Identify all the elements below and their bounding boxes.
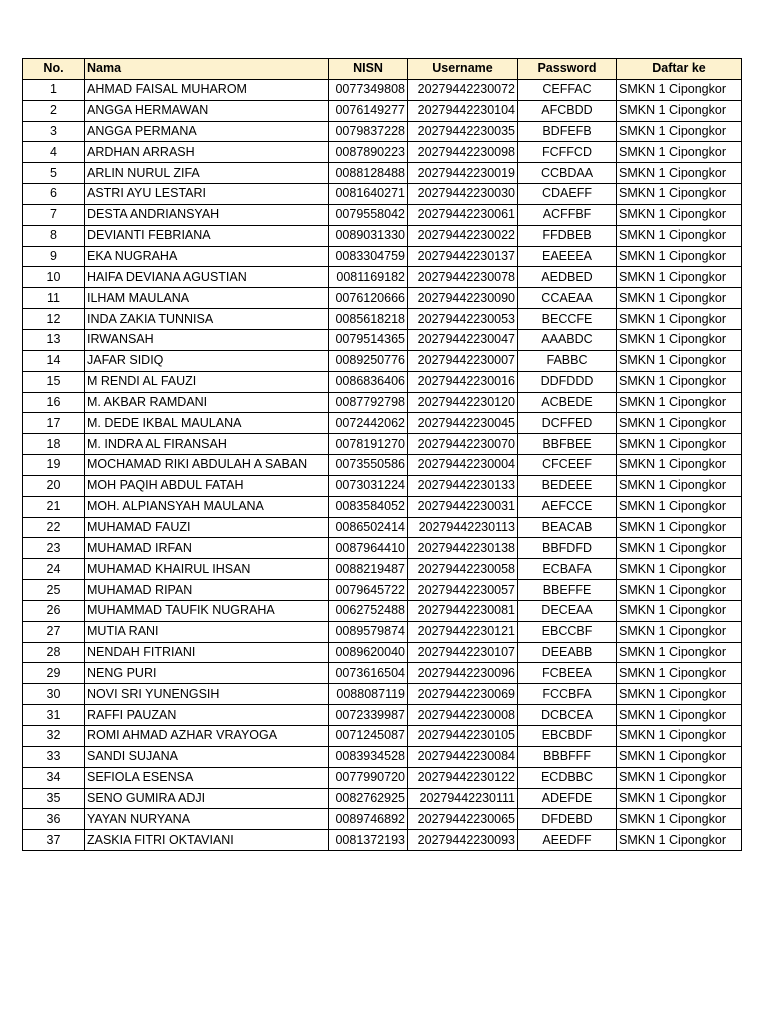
- cell-no: 15: [23, 371, 85, 392]
- cell-daftar-ke: SMKN 1 Cipongkor: [617, 621, 742, 642]
- cell-nama: JAFAR SIDIQ: [85, 350, 329, 371]
- cell-password: AEDBED: [518, 267, 617, 288]
- table-body: [23, 79, 742, 850]
- cell-no: 6: [23, 184, 85, 205]
- cell-daftar-ke: SMKN 1 Cipongkor: [617, 434, 742, 455]
- cell-nama: ARDHAN ARRASH: [85, 142, 329, 163]
- cell-daftar-ke: SMKN 1 Cipongkor: [617, 184, 742, 205]
- cell-username: 20279442230137: [408, 246, 518, 267]
- cell-username: 20279442230090: [408, 288, 518, 309]
- cell-daftar-ke: SMKN 1 Cipongkor: [617, 809, 742, 830]
- cell-nisn: 0076149277: [329, 100, 408, 121]
- column-header-password: Password: [518, 59, 617, 80]
- cell-username: 20279442230078: [408, 267, 518, 288]
- cell-nama: ILHAM MAULANA: [85, 288, 329, 309]
- cell-nisn: 0071245087: [329, 726, 408, 747]
- cell-nisn: 0088219487: [329, 559, 408, 580]
- cell-no: 32: [23, 726, 85, 747]
- cell-no: 31: [23, 705, 85, 726]
- cell-daftar-ke: SMKN 1 Cipongkor: [617, 726, 742, 747]
- cell-password: FABBC: [518, 350, 617, 371]
- cell-nisn: 0086502414: [329, 517, 408, 538]
- cell-no: 13: [23, 329, 85, 350]
- cell-username: 20279442230098: [408, 142, 518, 163]
- cell-username: 20279442230045: [408, 413, 518, 434]
- cell-nisn: 0089746892: [329, 809, 408, 830]
- cell-username: 20279442230133: [408, 475, 518, 496]
- cell-daftar-ke: SMKN 1 Cipongkor: [617, 642, 742, 663]
- cell-daftar-ke: SMKN 1 Cipongkor: [617, 788, 742, 809]
- cell-password: DCFFED: [518, 413, 617, 434]
- cell-username: 20279442230057: [408, 580, 518, 601]
- cell-daftar-ke: SMKN 1 Cipongkor: [617, 413, 742, 434]
- table-row: [23, 809, 742, 830]
- cell-nisn: 0079837228: [329, 121, 408, 142]
- cell-nisn: 0087890223: [329, 142, 408, 163]
- cell-username: 20279442230058: [408, 559, 518, 580]
- cell-username: 20279442230047: [408, 329, 518, 350]
- table-row: [23, 559, 742, 580]
- column-header-nisn: NISN: [329, 59, 408, 80]
- table-row: [23, 434, 742, 455]
- cell-username: 20279442230113: [408, 517, 518, 538]
- cell-password: DEEABB: [518, 642, 617, 663]
- cell-username: 20279442230016: [408, 371, 518, 392]
- cell-nisn: 0079645722: [329, 580, 408, 601]
- student-account-table: [22, 58, 742, 851]
- table-row: [23, 600, 742, 621]
- cell-nama: IRWANSAH: [85, 329, 329, 350]
- cell-nama: M RENDI AL FAUZI: [85, 371, 329, 392]
- cell-daftar-ke: SMKN 1 Cipongkor: [617, 329, 742, 350]
- cell-no: 4: [23, 142, 85, 163]
- table-row: [23, 517, 742, 538]
- cell-nama: ARLIN NURUL ZIFA: [85, 163, 329, 184]
- cell-nama: MUHAMMAD TAUFIK NUGRAHA: [85, 600, 329, 621]
- cell-username: 20279442230022: [408, 225, 518, 246]
- cell-password: ACFFBF: [518, 204, 617, 225]
- cell-daftar-ke: SMKN 1 Cipongkor: [617, 684, 742, 705]
- cell-username: 20279442230105: [408, 726, 518, 747]
- cell-daftar-ke: SMKN 1 Cipongkor: [617, 288, 742, 309]
- cell-nisn: 0083304759: [329, 246, 408, 267]
- cell-password: BEACAB: [518, 517, 617, 538]
- table-row: [23, 392, 742, 413]
- cell-no: 20: [23, 475, 85, 496]
- cell-username: 20279442230138: [408, 538, 518, 559]
- cell-daftar-ke: SMKN 1 Cipongkor: [617, 705, 742, 726]
- cell-daftar-ke: SMKN 1 Cipongkor: [617, 767, 742, 788]
- cell-no: 37: [23, 830, 85, 851]
- cell-username: 20279442230120: [408, 392, 518, 413]
- cell-nisn: 0062752488: [329, 600, 408, 621]
- cell-username: 20279442230072: [408, 79, 518, 100]
- cell-nama: NENDAH FITRIANI: [85, 642, 329, 663]
- table-row: [23, 142, 742, 163]
- cell-password: AAABDC: [518, 329, 617, 350]
- table-row: [23, 204, 742, 225]
- cell-nisn: 0072339987: [329, 705, 408, 726]
- cell-username: 20279442230061: [408, 204, 518, 225]
- cell-no: 18: [23, 434, 85, 455]
- cell-no: 34: [23, 767, 85, 788]
- cell-password: ACBEDE: [518, 392, 617, 413]
- cell-username: 20279442230121: [408, 621, 518, 642]
- cell-nama: HAIFA DEVIANA AGUSTIAN: [85, 267, 329, 288]
- cell-nama: DESTA ANDRIANSYAH: [85, 204, 329, 225]
- cell-no: 27: [23, 621, 85, 642]
- cell-password: ADEFDE: [518, 788, 617, 809]
- cell-no: 3: [23, 121, 85, 142]
- cell-password: AEFCCE: [518, 496, 617, 517]
- cell-username: 20279442230107: [408, 642, 518, 663]
- cell-no: 24: [23, 559, 85, 580]
- cell-no: 33: [23, 746, 85, 767]
- table-row: [23, 684, 742, 705]
- table-row: [23, 267, 742, 288]
- cell-password: CCBDAA: [518, 163, 617, 184]
- cell-nisn: 0073031224: [329, 475, 408, 496]
- cell-nama: MUHAMAD FAUZI: [85, 517, 329, 538]
- table-row: [23, 767, 742, 788]
- cell-username: 20279442230096: [408, 663, 518, 684]
- cell-username: 20279442230070: [408, 434, 518, 455]
- cell-nisn: 0089250776: [329, 350, 408, 371]
- cell-username: 20279442230019: [408, 163, 518, 184]
- cell-daftar-ke: SMKN 1 Cipongkor: [617, 309, 742, 330]
- cell-no: 25: [23, 580, 85, 601]
- cell-username: 20279442230111: [408, 788, 518, 809]
- table-row: [23, 538, 742, 559]
- cell-nisn: 0072442062: [329, 413, 408, 434]
- cell-nisn: 0078191270: [329, 434, 408, 455]
- cell-nisn: 0087792798: [329, 392, 408, 413]
- cell-nama: SEFIOLA ESENSA: [85, 767, 329, 788]
- table-row: [23, 621, 742, 642]
- cell-password: EBCCBF: [518, 621, 617, 642]
- cell-password: FFDBEB: [518, 225, 617, 246]
- cell-daftar-ke: SMKN 1 Cipongkor: [617, 455, 742, 476]
- cell-nisn: 0079514365: [329, 329, 408, 350]
- cell-password: CEFFAC: [518, 79, 617, 100]
- table-row: [23, 184, 742, 205]
- cell-username: 20279442230004: [408, 455, 518, 476]
- cell-nisn: 0076120666: [329, 288, 408, 309]
- cell-nama: MOH PAQIH ABDUL FATAH: [85, 475, 329, 496]
- cell-username: 20279442230031: [408, 496, 518, 517]
- cell-no: 9: [23, 246, 85, 267]
- table-row: [23, 475, 742, 496]
- cell-username: 20279442230030: [408, 184, 518, 205]
- cell-password: ECBAFA: [518, 559, 617, 580]
- cell-no: 7: [23, 204, 85, 225]
- cell-nisn: 0081372193: [329, 830, 408, 851]
- table-row: [23, 163, 742, 184]
- table-row: [23, 100, 742, 121]
- cell-nama: MUHAMAD KHAIRUL IHSAN: [85, 559, 329, 580]
- cell-password: DCBCEA: [518, 705, 617, 726]
- table-row: [23, 455, 742, 476]
- cell-daftar-ke: SMKN 1 Cipongkor: [617, 79, 742, 100]
- cell-daftar-ke: SMKN 1 Cipongkor: [617, 225, 742, 246]
- cell-no: 14: [23, 350, 85, 371]
- cell-daftar-ke: SMKN 1 Cipongkor: [617, 204, 742, 225]
- cell-daftar-ke: SMKN 1 Cipongkor: [617, 350, 742, 371]
- cell-nama: SANDI SUJANA: [85, 746, 329, 767]
- cell-password: EBCBDF: [518, 726, 617, 747]
- cell-nama: DEVIANTI FEBRIANA: [85, 225, 329, 246]
- cell-nisn: 0089579874: [329, 621, 408, 642]
- table-row: [23, 79, 742, 100]
- cell-password: BBEFFE: [518, 580, 617, 601]
- cell-nama: MUHAMAD RIPAN: [85, 580, 329, 601]
- cell-password: DDFDDD: [518, 371, 617, 392]
- cell-username: 20279442230065: [408, 809, 518, 830]
- cell-nisn: 0089620040: [329, 642, 408, 663]
- cell-nama: M. INDRA AL FIRANSAH: [85, 434, 329, 455]
- cell-nama: RAFFI PAUZAN: [85, 705, 329, 726]
- cell-password: FCFFCD: [518, 142, 617, 163]
- table-row: [23, 496, 742, 517]
- cell-no: 8: [23, 225, 85, 246]
- cell-no: 26: [23, 600, 85, 621]
- cell-nama: ROMI AHMAD AZHAR VRAYOGA: [85, 726, 329, 747]
- cell-username: 20279442230122: [408, 767, 518, 788]
- cell-nama: M. AKBAR RAMDANI: [85, 392, 329, 413]
- cell-daftar-ke: SMKN 1 Cipongkor: [617, 830, 742, 851]
- cell-password: AFCBDD: [518, 100, 617, 121]
- table-row: [23, 246, 742, 267]
- cell-daftar-ke: SMKN 1 Cipongkor: [617, 538, 742, 559]
- cell-nisn: 0079558042: [329, 204, 408, 225]
- cell-username: 20279442230084: [408, 746, 518, 767]
- cell-nama: NENG PURI: [85, 663, 329, 684]
- table-row: [23, 371, 742, 392]
- cell-password: BBFBEE: [518, 434, 617, 455]
- cell-daftar-ke: SMKN 1 Cipongkor: [617, 600, 742, 621]
- cell-password: FCCBFA: [518, 684, 617, 705]
- cell-no: 10: [23, 267, 85, 288]
- cell-daftar-ke: SMKN 1 Cipongkor: [617, 121, 742, 142]
- cell-nama: ANGGA PERMANA: [85, 121, 329, 142]
- cell-password: BBFDFD: [518, 538, 617, 559]
- cell-daftar-ke: SMKN 1 Cipongkor: [617, 580, 742, 601]
- cell-password: BECCFE: [518, 309, 617, 330]
- cell-nama: INDA ZAKIA TUNNISA: [85, 309, 329, 330]
- cell-nama: MUHAMAD IRFAN: [85, 538, 329, 559]
- cell-no: 30: [23, 684, 85, 705]
- cell-daftar-ke: SMKN 1 Cipongkor: [617, 142, 742, 163]
- table-row: [23, 788, 742, 809]
- cell-password: BEDEEE: [518, 475, 617, 496]
- cell-no: 17: [23, 413, 85, 434]
- cell-no: 36: [23, 809, 85, 830]
- table-row: [23, 413, 742, 434]
- cell-nama: NOVI SRI YUNENGSIH: [85, 684, 329, 705]
- table-row: [23, 705, 742, 726]
- cell-daftar-ke: SMKN 1 Cipongkor: [617, 663, 742, 684]
- column-header-no: No.: [23, 59, 85, 80]
- cell-no: 28: [23, 642, 85, 663]
- cell-username: 20279442230007: [408, 350, 518, 371]
- cell-nama: EKA NUGRAHA: [85, 246, 329, 267]
- cell-daftar-ke: SMKN 1 Cipongkor: [617, 559, 742, 580]
- cell-nama: MOCHAMAD RIKI ABDULAH A SABAN: [85, 455, 329, 476]
- cell-nisn: 0089031330: [329, 225, 408, 246]
- cell-nama: ZASKIA FITRI OKTAVIANI: [85, 830, 329, 851]
- cell-daftar-ke: SMKN 1 Cipongkor: [617, 371, 742, 392]
- table-row: [23, 121, 742, 142]
- cell-nama: ASTRI AYU LESTARI: [85, 184, 329, 205]
- cell-username: 20279442230104: [408, 100, 518, 121]
- column-header-nama: Nama: [85, 59, 329, 80]
- cell-daftar-ke: SMKN 1 Cipongkor: [617, 496, 742, 517]
- cell-no: 2: [23, 100, 85, 121]
- cell-password: FCBEEA: [518, 663, 617, 684]
- cell-nisn: 0081640271: [329, 184, 408, 205]
- table-row: [23, 726, 742, 747]
- cell-no: 23: [23, 538, 85, 559]
- column-header-username: Username: [408, 59, 518, 80]
- cell-nisn: 0083934528: [329, 746, 408, 767]
- table-row: [23, 663, 742, 684]
- cell-password: ECDBBC: [518, 767, 617, 788]
- cell-nisn: 0073550586: [329, 455, 408, 476]
- cell-nisn: 0088128488: [329, 163, 408, 184]
- cell-nisn: 0082762925: [329, 788, 408, 809]
- cell-no: 35: [23, 788, 85, 809]
- cell-nama: AHMAD FAISAL MUHAROM: [85, 79, 329, 100]
- cell-nisn: 0077349808: [329, 79, 408, 100]
- cell-nisn: 0073616504: [329, 663, 408, 684]
- table-row: [23, 830, 742, 851]
- cell-nisn: 0077990720: [329, 767, 408, 788]
- cell-nisn: 0086836406: [329, 371, 408, 392]
- cell-username: 20279442230008: [408, 705, 518, 726]
- cell-daftar-ke: SMKN 1 Cipongkor: [617, 475, 742, 496]
- cell-nisn: 0081169182: [329, 267, 408, 288]
- cell-daftar-ke: SMKN 1 Cipongkor: [617, 246, 742, 267]
- header-row: [23, 59, 742, 80]
- cell-password: EAEEEA: [518, 246, 617, 267]
- cell-password: CFCEEF: [518, 455, 617, 476]
- cell-nisn: 0083584052: [329, 496, 408, 517]
- cell-password: AEEDFF: [518, 830, 617, 851]
- table-row: [23, 225, 742, 246]
- cell-no: 21: [23, 496, 85, 517]
- cell-daftar-ke: SMKN 1 Cipongkor: [617, 517, 742, 538]
- cell-password: CDAEFF: [518, 184, 617, 205]
- table-row: [23, 746, 742, 767]
- cell-no: 19: [23, 455, 85, 476]
- table-row: [23, 329, 742, 350]
- cell-daftar-ke: SMKN 1 Cipongkor: [617, 100, 742, 121]
- cell-nisn: 0088087119: [329, 684, 408, 705]
- cell-nisn: 0087964410: [329, 538, 408, 559]
- cell-username: 20279442230081: [408, 600, 518, 621]
- cell-daftar-ke: SMKN 1 Cipongkor: [617, 392, 742, 413]
- cell-username: 20279442230069: [408, 684, 518, 705]
- cell-username: 20279442230053: [408, 309, 518, 330]
- cell-no: 1: [23, 79, 85, 100]
- cell-nama: MOH. ALPIANSYAH MAULANA: [85, 496, 329, 517]
- cell-password: CCAEAA: [518, 288, 617, 309]
- cell-no: 5: [23, 163, 85, 184]
- cell-nama: MUTIA RANI: [85, 621, 329, 642]
- table-row: [23, 580, 742, 601]
- cell-nama: SENO GUMIRA ADJI: [85, 788, 329, 809]
- table-row: [23, 288, 742, 309]
- cell-nama: M. DEDE IKBAL MAULANA: [85, 413, 329, 434]
- column-header-daftar-ke: Daftar ke: [617, 59, 742, 80]
- cell-no: 11: [23, 288, 85, 309]
- cell-password: DECEAA: [518, 600, 617, 621]
- table-row: [23, 309, 742, 330]
- table-row: [23, 350, 742, 371]
- cell-password: DFDEBD: [518, 809, 617, 830]
- cell-nama: ANGGA HERMAWAN: [85, 100, 329, 121]
- cell-daftar-ke: SMKN 1 Cipongkor: [617, 163, 742, 184]
- cell-no: 12: [23, 309, 85, 330]
- table-header: [23, 59, 742, 80]
- cell-no: 16: [23, 392, 85, 413]
- cell-nama: YAYAN NURYANA: [85, 809, 329, 830]
- cell-no: 29: [23, 663, 85, 684]
- cell-password: BDFEFB: [518, 121, 617, 142]
- cell-username: 20279442230035: [408, 121, 518, 142]
- cell-daftar-ke: SMKN 1 Cipongkor: [617, 746, 742, 767]
- cell-password: BBBFFF: [518, 746, 617, 767]
- cell-nisn: 0085618218: [329, 309, 408, 330]
- cell-username: 20279442230093: [408, 830, 518, 851]
- cell-no: 22: [23, 517, 85, 538]
- table-row: [23, 642, 742, 663]
- cell-daftar-ke: SMKN 1 Cipongkor: [617, 267, 742, 288]
